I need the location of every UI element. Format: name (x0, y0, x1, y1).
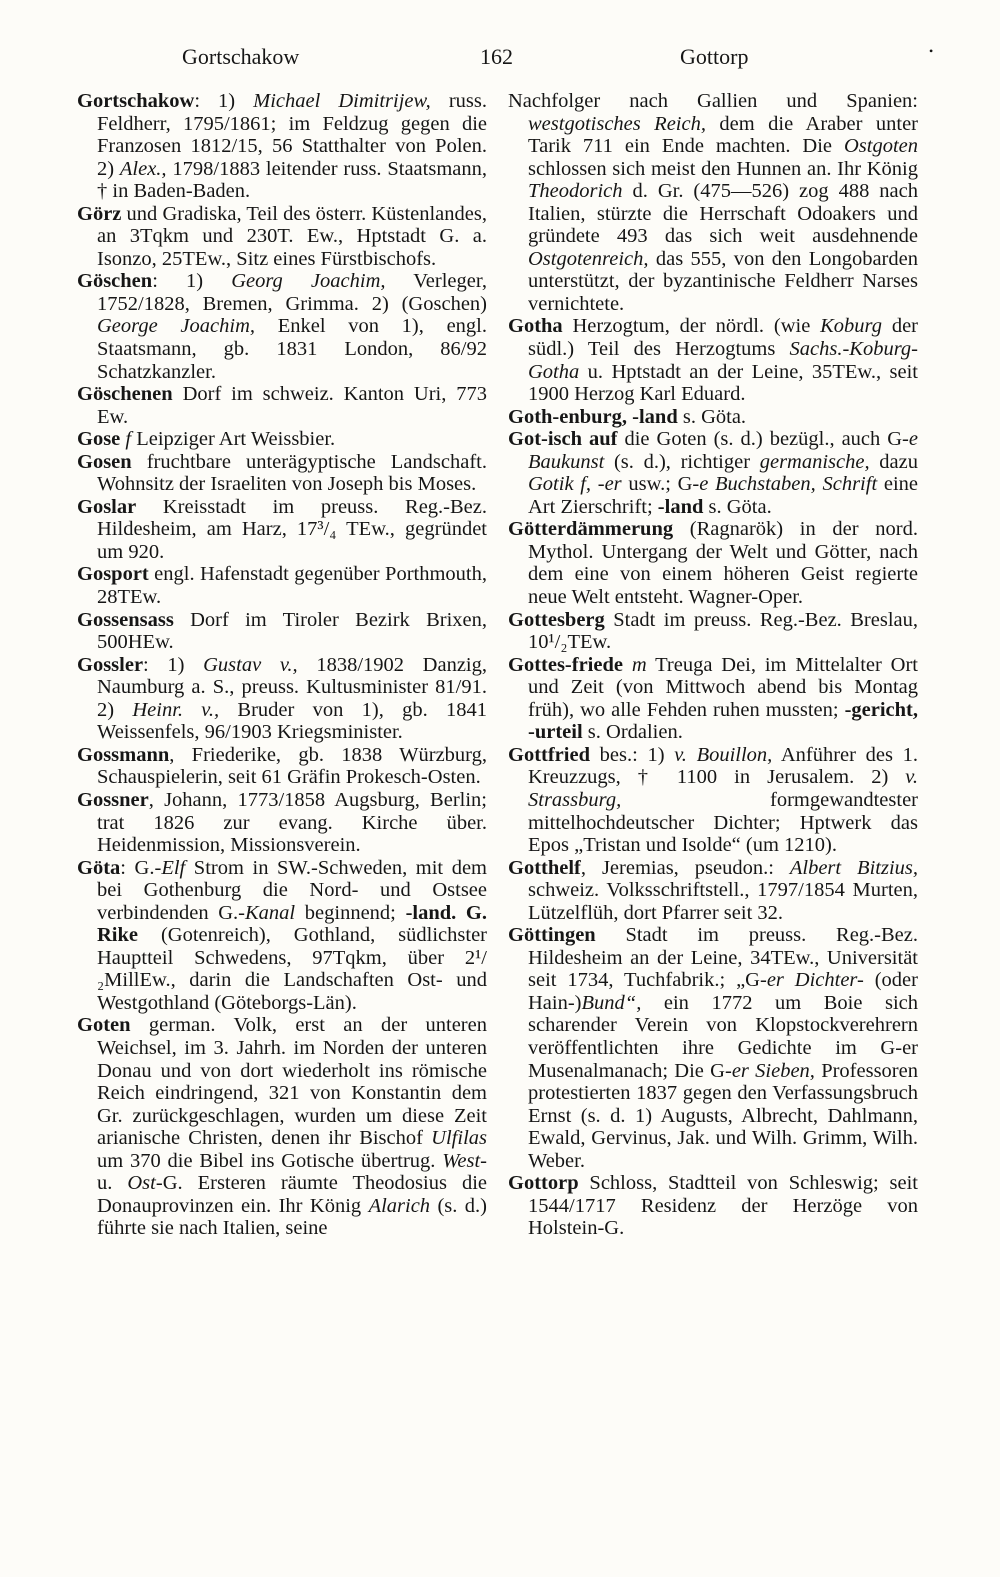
entry-text: , Johann, 1773/1858 Augsburg, Berlin; trat 1826 zur evang. Kirche über. Heidenmission, Missionsverein. (97, 788, 487, 857)
entry-text: Dorf im schweiz. Kanton Uri, 773 Ew. (97, 383, 487, 428)
dictionary-entry (77, 609, 487, 654)
entry-text: G. Ersteren räumte Theodosius die Donauprovinzen ein. Ihr König (97, 1172, 488, 1217)
entry-italic-text: Kanal (245, 901, 296, 924)
entry-text: : 1) (194, 90, 254, 112)
entry-text: Strom in SW.-Schweden, mit dem bei Gothenburg die Nord- und Ostsee verbindenden G.- (97, 856, 487, 924)
entry-headword: Got-isch (508, 428, 583, 451)
entry-headword: Goslar (77, 495, 137, 518)
entry-italic-text: Elf (161, 856, 186, 879)
page-number: 162 (480, 44, 513, 69)
running-head-right: Gottorp (680, 44, 749, 69)
entry-headword: Gottorp (508, 1172, 579, 1195)
entry-headword: Gottfried (508, 743, 590, 766)
entry-text: , Jeremias, pseudon.: (580, 856, 790, 879)
dictionary-entry (77, 789, 487, 857)
entry-text: fruchtbare unterägyptische Landschaft. Wohnsitz der Israeliten von Joseph bis Moses. (97, 450, 487, 496)
entry-headword: Göta (77, 856, 121, 879)
entry-headword: Goten (77, 1014, 131, 1037)
entry-italic-text: germanische, (759, 450, 870, 473)
entry-headword: Gossensass (77, 608, 174, 631)
entry-headword: Göttingen (508, 924, 596, 947)
entry-text: 1798/1883 leitender russ. Staatsmann, † in Baden-Baden. (97, 157, 487, 203)
entry-text: beginnend; (295, 901, 406, 924)
entry-text: Bruder von 1), gb. 1841 Weissenfels, 96/1903 Kriegsminister. (97, 698, 487, 744)
entry-text (623, 654, 632, 676)
entry-text: (s. d.), richtiger (604, 450, 760, 473)
entry-italic-text: Sachs.-Koburg-Gotha (528, 338, 918, 383)
entry-italic-text: er Sieben, (731, 1059, 815, 1082)
entry-text: (Ragnarök) in der nord. Mythol. Untergang der Welt und Götter, nach dem eine von einem höheren Geist regierte neue Welt entsteht. Wagner-Oper. (528, 518, 918, 609)
entry-italic-text: Ostgoten (843, 135, 918, 158)
entry-headword: Goth-enburg, -land (508, 405, 678, 428)
dictionary-entry (77, 90, 487, 203)
entry-text: dazu (869, 450, 918, 473)
entry-italic-text: Georg Joachim, (231, 270, 386, 293)
entry-italic-text: Gustav v., (203, 653, 298, 676)
entry-text: (s. d.) führte sie nach Italien, seine (97, 1194, 487, 1240)
dictionary-entry (508, 428, 918, 518)
dictionary-entry (77, 383, 487, 428)
entry-headword: Gortschakow (77, 90, 195, 112)
entry-text: s. Göta. (677, 405, 747, 428)
dictionary-entry (77, 1014, 487, 1239)
dictionary-entry (508, 90, 918, 315)
entry-text: Stadt im preuss. Reg.-Bez. Breslau, 10¹/₂TEw. (528, 608, 918, 654)
entry-text: Stadt im preuss. Reg.-Bez. Hildesheim an der Leine, 34TEw., Universität seit 1734, Tuchfabrik.; „G- (528, 924, 918, 992)
entry-text: Leipziger Art Weissbier. (131, 428, 336, 451)
entry-text: s. Ordalien. (582, 721, 683, 744)
entry-subheadword: -land. G. Rike (97, 901, 488, 947)
entry-text: Dorf im Tiroler Bezirk Brixen, 500HEw. (97, 608, 487, 654)
entry-italic-text: Michael Dimitrijew, (253, 90, 431, 112)
entry-text: die Goten (s. d.) bezügl., auch G- (617, 428, 909, 451)
entry-headword: Gossner (77, 788, 149, 811)
dictionary-entry (77, 563, 487, 608)
entry-italic-text: m (631, 653, 647, 676)
entry-text: engl. Hafenstadt gegenüber Porthmouth, 28TEw. (97, 563, 487, 609)
entry-headword: Gose (77, 428, 121, 451)
entry-text: Treuga Dei, im Mittelalter Ort und Zeit (von Mittwoch abend bis Montag früh), wo alle Fehden ruhen mussten; (528, 653, 919, 721)
entry-text: : G.- (120, 856, 162, 879)
entry-text: d. Gr. (475—526) zog 488 nach Italien, stürzte die Herrschaft Odoakers und gründete 493 das sich weit ausdehnende (528, 180, 918, 248)
entry-headword: Gossmann (77, 743, 170, 766)
entry-text: 1838/1902 Danzig, Naumburg a. S., preuss. Kultusminister 81/91. 2) (97, 653, 487, 721)
entry-text: Nachfolger nach Gallien und Spanien: (508, 90, 918, 112)
entry-headword: Gotha (508, 315, 563, 338)
dictionary-entry (77, 744, 487, 789)
entry-headword: Gottes-friede (508, 653, 623, 676)
entry-italic-text: v. Bouillon, (674, 743, 773, 766)
entry-italic-text: westgotisches Reich, (528, 112, 706, 135)
dictionary-entry (508, 924, 918, 1172)
entry-headword: Götterdämmerung (508, 518, 674, 541)
running-head-left: Gortschakow (182, 44, 300, 69)
entry-italic-text: er Dichter- (766, 969, 864, 992)
entry-text: u. Hptstadt an der Leine, 35TEw., seit 1900 Herzog Karl Eduard. (528, 360, 918, 406)
dictionary-entry (77, 451, 487, 496)
dictionary-entry (508, 518, 918, 608)
running-head (0, 44, 1000, 78)
entry-text: dem die Araber unter Tarik 711 ein Ende machten. Die (528, 112, 919, 158)
entry-italic-text: Koburg (820, 315, 882, 338)
entry-text: Verleger, 1752/1828, Bremen, Grimma. 2) (Goschen) (97, 270, 487, 315)
dictionary-entry (508, 744, 918, 857)
entry-italic-text: f (125, 428, 132, 451)
entry-text: russ. Feldherr, 1795/1861; im Feldzug gegen die Franzosen 1812/15, 56 Statthalter von Polen. 2) (97, 90, 487, 180)
entry-text: Schloss, Stadtteil von Schleswig; seit 1544/1717 Residenz der Herzöge von Holstein-G. (528, 1172, 918, 1240)
dictionary-entry (508, 857, 918, 925)
entry-text: german. Volk, erst an der unteren Weichsel, im 3. Jahrh. im Norden der unteren Donau und von dort wiederholt ins römische Reich eindringend, 321 von Konstantin dem Gr. zurückgeschlagen, wurden um diese Zeit arianische Christen, denen ihr Bischof (97, 1014, 487, 1150)
entry-italic-text: Heinr. v., (132, 698, 220, 721)
entry-text: schweiz. Volksschriftstell., 1797/1854 Murten, Lützelflüh, dort Pfarrer seit 32. (528, 879, 918, 924)
entry-italic-text: Alarich (368, 1194, 431, 1217)
dictionary-entry (77, 203, 487, 271)
entry-italic-text: Alex., (119, 157, 167, 180)
entry-headword: Göschenen (77, 383, 173, 406)
entry-italic-text: Theodorich (528, 180, 623, 203)
entry-headword: Görz (77, 202, 122, 225)
dictionary-entry (77, 496, 487, 564)
entry-text: u. (97, 1172, 128, 1195)
entry-italic-text: Bund“, (581, 991, 642, 1014)
entry-text: : 1) (143, 653, 204, 676)
entry-subheadword: auf (589, 428, 618, 451)
entry-italic-text: George Joachim, (97, 315, 255, 338)
dictionary-entry (77, 654, 487, 744)
entry-text: ein 1772 um Boie sich scharender Verein von Klopstockverehrern veröffentlichten ihre Gedichte im G-er Musenalmanach; Die G- (528, 991, 918, 1082)
dictionary-entry (77, 270, 487, 383)
entry-headword: Gosport (77, 563, 149, 586)
right-column (508, 90, 918, 1240)
entry-headword: Gotthelf (508, 856, 581, 879)
margin-mark: • (929, 44, 934, 58)
entry-headword: Gosen (77, 450, 132, 473)
entry-text: formgewandtester mittelhochdeutscher Dichter; Hptwerk das Epos „Tristan und Isolde“ (um 1210). (528, 788, 918, 857)
entry-subheadword: -land (657, 495, 704, 518)
entry-text: Enkel von 1), engl. Staatsmann, gb. 1831 London, 86/92 Schatzkanzler. (97, 315, 487, 383)
entry-text: Herzogtum, der nördl. (wie (562, 315, 821, 338)
dictionary-entry (508, 406, 918, 429)
entry-text: Kreisstadt im preuss. Reg.-Bez. Hildesheim, am Harz, 17³/₄ TEw., gegründet um 920. (97, 495, 487, 563)
entry-text: : 1) (152, 270, 232, 293)
dictionary-entry (508, 1172, 918, 1240)
entry-italic-text: Ost- (127, 1172, 163, 1195)
left-column (77, 90, 487, 1240)
dictionary-entry (508, 609, 918, 654)
entry-text (582, 428, 589, 450)
entry-italic-text: Albert Bitzius, (789, 856, 918, 879)
dictionary-entry (77, 857, 487, 1015)
entry-text: der südl.) Teil des Herzogtums (528, 315, 918, 361)
entry-italic-text: West- (442, 1149, 487, 1172)
entry-subheadword: -gericht, -urteil (528, 698, 918, 744)
entry-text: , Friederike, gb. 1838 Würzburg, Schauspielerin, seit 61 Gräfin Prokesch-Osten. (97, 743, 487, 789)
entry-italic-text: Ulfilas (431, 1127, 487, 1150)
entry-text: Anführer des 1. Kreuzzugs, † 1100 in Jerusalem. 2) (528, 743, 918, 789)
entry-text: eine Art Zierschrift; (528, 473, 918, 518)
entry-italic-text: Gotik f, -er (528, 473, 622, 496)
entry-text: usw.; G- (621, 473, 700, 496)
entry-text: um 370 die Bibel ins Gotische übertrug. (97, 1149, 443, 1172)
entry-text: Professoren protestierten 1837 gegen den Verfassungsbruch Ernst (s. d. 1) Augusts, Albrecht, Dahlmann, Ewald, Gervinus, Jak. und Wilh. Grimm, Wilh. Weber. (528, 1059, 918, 1172)
dictionary-entry (508, 315, 918, 405)
entry-text: und Gradiska, Teil des österr. Küstenlandes, an 3Tqkm und 230T. Ew., Hptstadt G. a. Isonzo, 25TEw., Sitz eines Fürstbischofs. (97, 202, 487, 270)
entry-headword: Gossler (77, 653, 144, 676)
entry-italic-text: v. Strassburg, (528, 766, 918, 811)
entry-text: schlossen sich meist den Hunnen an. Ihr König (528, 157, 918, 180)
entry-text: s. Göta. (703, 495, 772, 518)
entry-text: (oder Hain-) (528, 969, 918, 1014)
dictionary-entry (77, 428, 487, 451)
entry-headword: Gottesberg (508, 608, 605, 631)
entry-text: (Gotenreich), Gothland, südlichster Hauptteil Schwedens, 97Tqkm, über 2¹/₂MillEw., darin die Landschaften Ost- und Westgothland (Göteborgs-Län). (97, 924, 487, 1014)
entry-italic-text: e Baukunst (528, 428, 918, 473)
dictionary-entry (508, 654, 918, 744)
entry-headword: Göschen (77, 270, 153, 293)
entry-text: das 555, von den Longobarden unterstützt, der byzantinische Feldherr Narses vernichtete. (528, 247, 918, 315)
entry-text: bes.: 1) (589, 743, 675, 766)
entry-italic-text: e Buchstaben, Schrift (699, 473, 878, 496)
entry-italic-text: Ostgotenreich, (528, 247, 649, 270)
